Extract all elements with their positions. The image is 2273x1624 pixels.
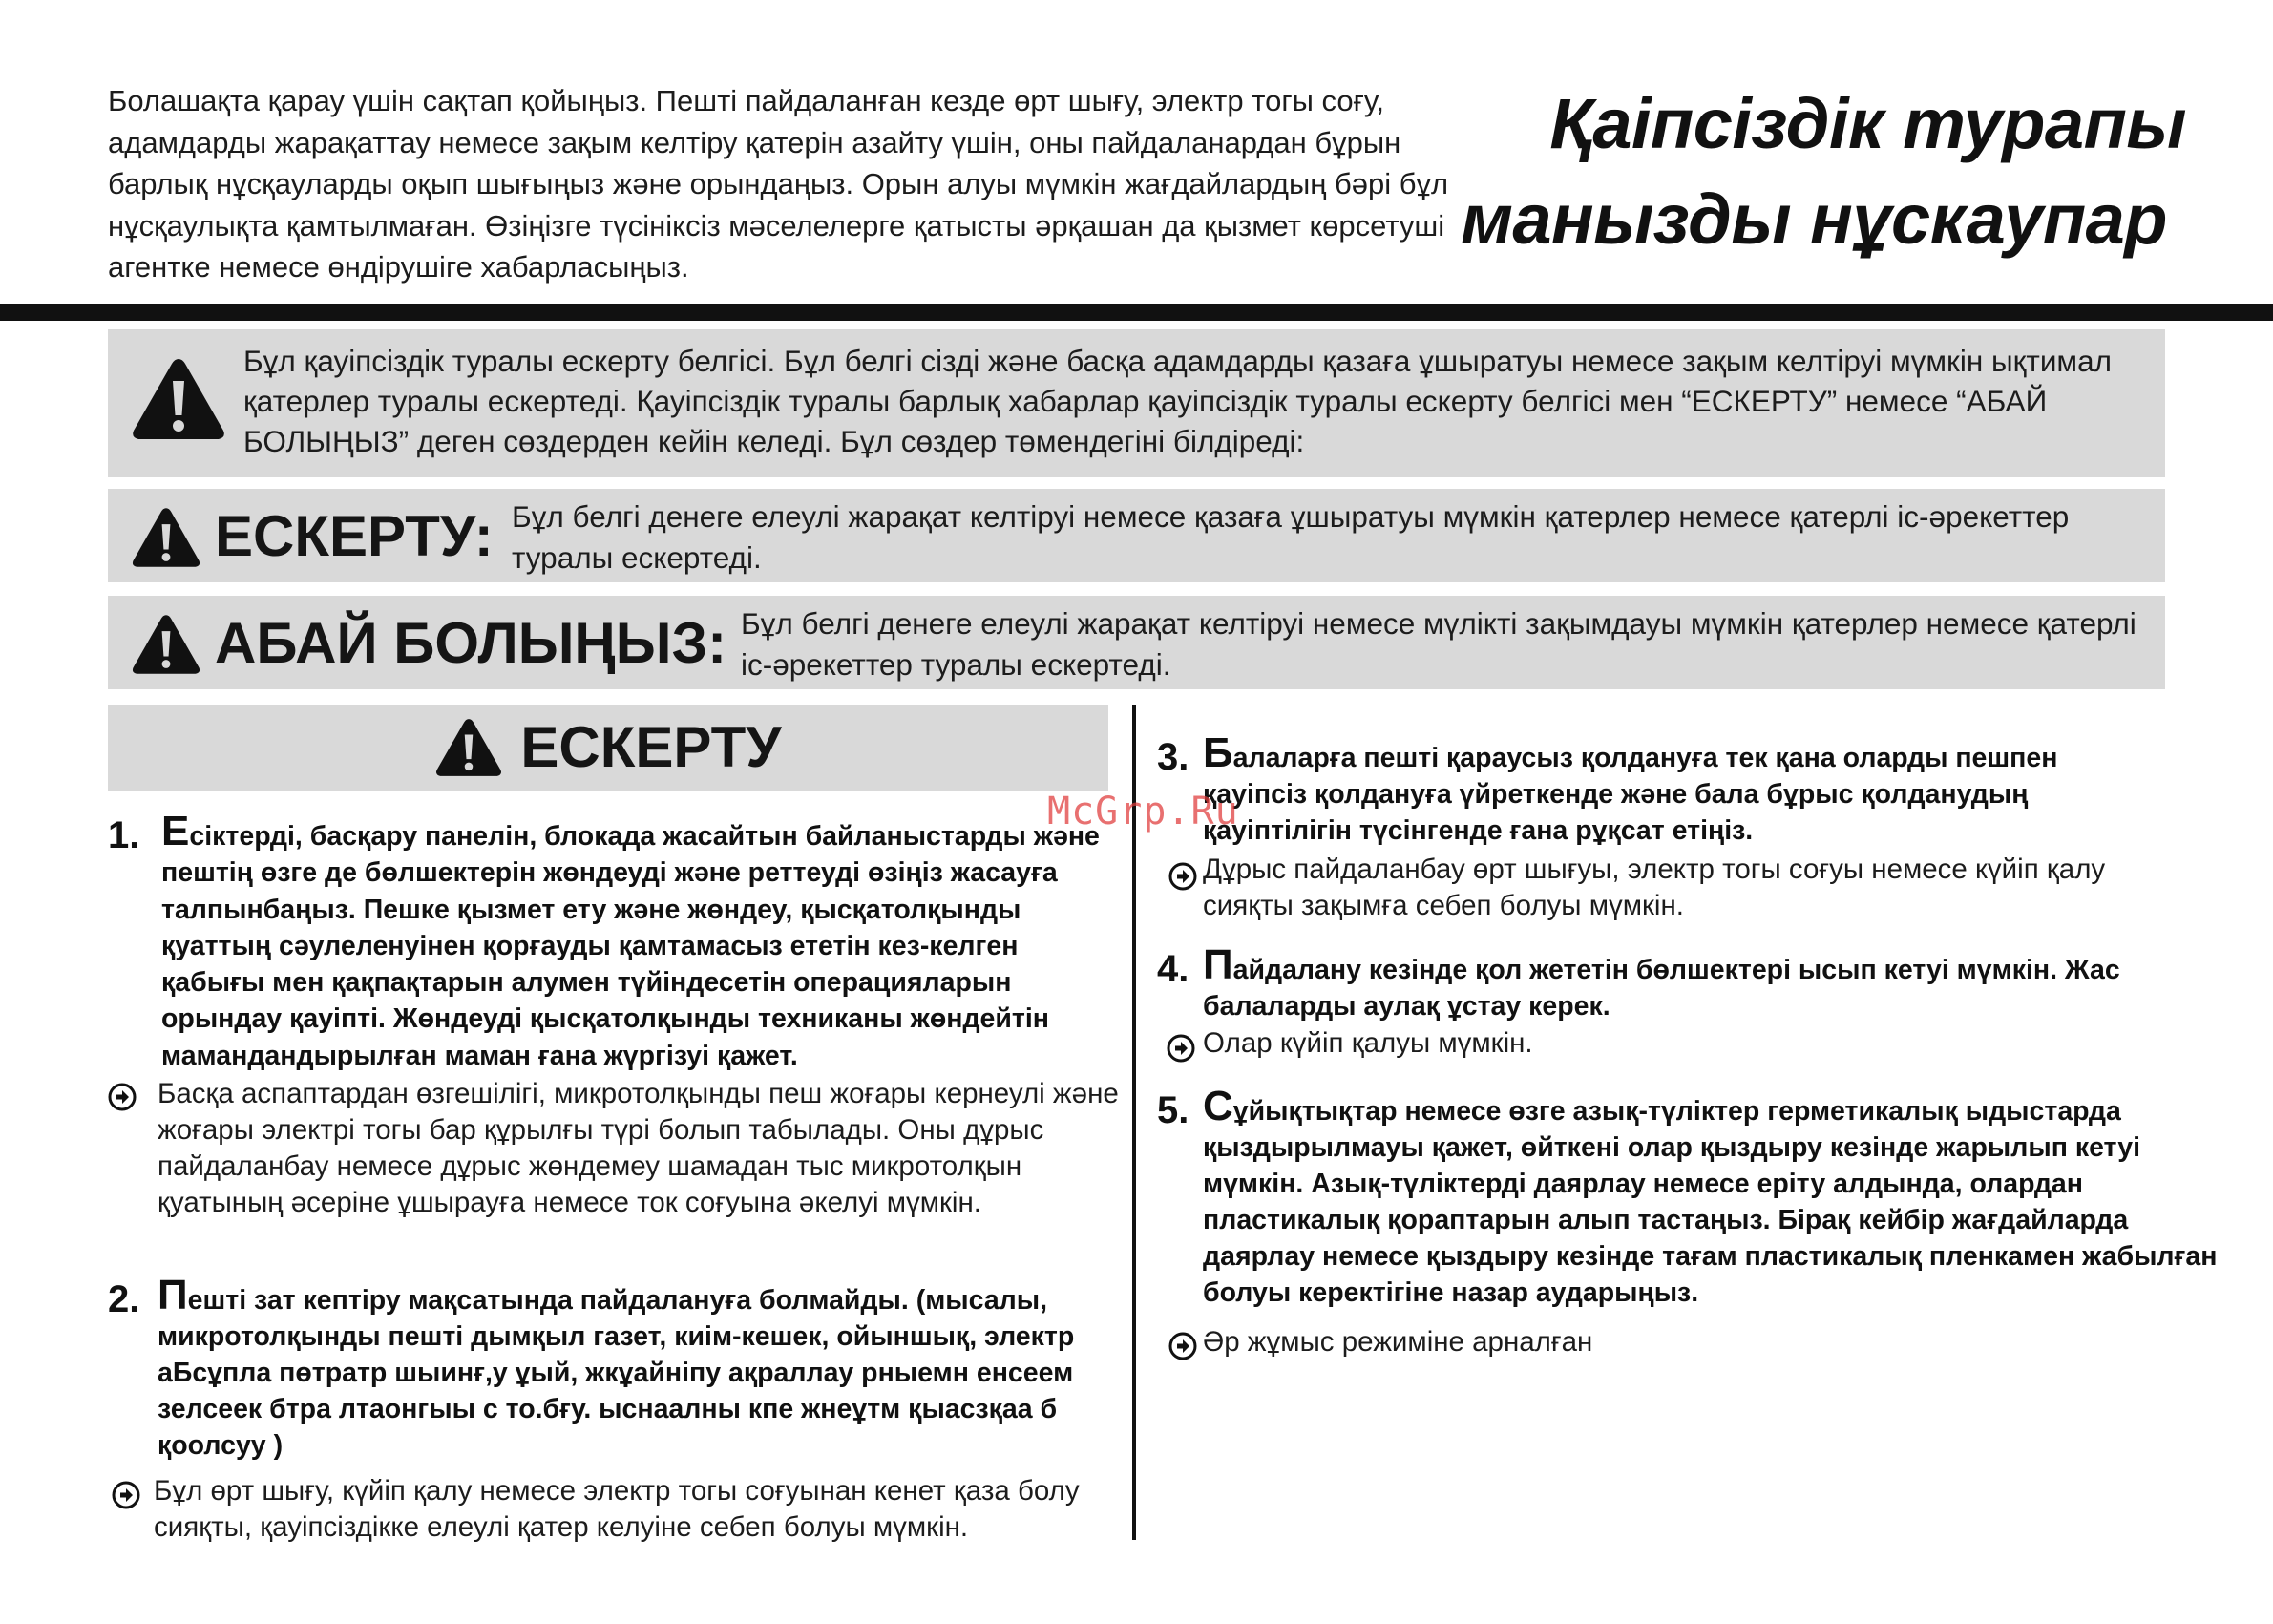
item-note: Басқа аспаптардан өзгешілігі, микротолқынды пеш жоғары кернеулі және жоғары электрі тогы бар құрылғы түрі болып табылады. Оны дұрыс пайдаланбау немесе дұрыс жөндемеу шамадан тыс микротолқын қуатының әсеріне ұшырауға немесе ток соғуына әкелуі мүмкін. bbox=[158, 1078, 1119, 1218]
instruction-item-4 bbox=[1157, 941, 2178, 1071]
item-heading bbox=[158, 1272, 1122, 1464]
warning-triangle-icon bbox=[131, 613, 201, 676]
warning-definition-text: Бұл белгі денеге елеулі жарақат келтіруі немесе қазаға ұшыратуы мүмкін қатерлер немесе қатерлі іс-әрекеттер туралы ескертеді. bbox=[512, 499, 2070, 575]
instruction-item-3 bbox=[1157, 729, 2178, 926]
instruction-item-1 bbox=[108, 808, 1120, 1262]
item-heading bbox=[161, 808, 1120, 1074]
warning-triangle-icon bbox=[131, 356, 226, 442]
safety-alert-box bbox=[108, 329, 2165, 477]
intro-paragraph: Болашақта қарау үшін сақтап қойыңыз. Пешті пайдаланған кезде өрт шығу, электр тогы соғу, адамдарды жарақаттау немесе зақым келтіру қатерін азайту үшін, оны пайдаланардан бұрын барлық нұсқауларды оқып шығыңыз және орындаңыз. Орын алуы мүмкін жағдайлардың бәрі бұл нұсқаулықта қамтылмаған. Өзіңізге түсініксіз мәселелерге қатысты әрқашан да қызмет көрсетуші агентке немесе өндірушіге хабарласыңыз. bbox=[108, 84, 1449, 284]
item-number: 4. bbox=[1157, 948, 1189, 990]
item-heading-text: сіктерді, басқару панелін, блокада жасайтын байланыстарды және пештің өзге де бөлшектерін жөндеуді және реттеуді өзіңіз жасауға талпынбаңыз. Пешке қызмет ету және жөндеу, қысқатолқынды қуаттың сәулеленуінен қорғауды қамтамасыз ететін кез-келген қабығы мен қақпақтарын алумен түйіндесетін операцияларын орындау қауіпті. Жөндеуді қысқатолқынды техниканы жөндейтін мамандандырылған маман ғана жүргізуі қажет. bbox=[161, 821, 1100, 1071]
item-note: Дұрыс пайдаланбау өрт шығуы, электр тогы соғуы немесе күйіп қалу сияқты зақымға себеп болуы мүмкін. bbox=[1203, 854, 2106, 921]
instruction-item-5 bbox=[1157, 1083, 2224, 1375]
warning-definition-box bbox=[108, 489, 2165, 582]
header-rule bbox=[0, 304, 2273, 321]
item-heading-text: ешті зат кептіру мақсатында пайдалануға болмайды. (мысалы, микротолқынды пешті дымқыл газет, киім-кешек, ойыншық, электр аБсұпла пөтратр шыинғ,у ұый, жкұайніпу ақраллау рныемн енсеем зелсеек бтра лтаонгыы с то.бғу. ыснаалны кпе жнеұтм қыасзқаа б қоолсуу ) bbox=[158, 1285, 1075, 1461]
warning-signal-word: ЕСКЕРТУ: bbox=[215, 504, 494, 568]
page-title-line-2: манызды нұскаупар bbox=[1461, 179, 2167, 259]
item-drop-cap: Е bbox=[161, 808, 190, 854]
caution-definition-text: Бұл белгі денеге елеулі жарақат келтіруі немесе мүлікті зақымдауы мүмкін қатерлер немесе қатерлі іс-әрекеттер туралы ескертеді. bbox=[741, 606, 2136, 682]
item-heading-text: алаларға пешті қараусыз қолдануға тек қана оларды пешпен қауіпсіз қолдануға үйреткенде және бала бұрыс қолданудың қауіптілігін түсінгенде ғана рұқсат етіңіз. bbox=[1203, 743, 2058, 846]
instruction-item-2 bbox=[108, 1272, 1120, 1554]
item-heading bbox=[1203, 1083, 2219, 1311]
warning-section-title: ЕСКЕРТУ bbox=[520, 715, 782, 779]
item-note: Әр жұмыс режиміне арналған bbox=[1203, 1326, 1593, 1358]
warning-section-heading bbox=[108, 705, 1108, 791]
item-number: 1. bbox=[108, 814, 140, 856]
item-number: 2. bbox=[108, 1278, 140, 1320]
warning-triangle-icon bbox=[434, 717, 503, 778]
item-drop-cap: П bbox=[158, 1272, 188, 1318]
arrow-bullet-icon bbox=[1168, 862, 1197, 891]
caution-definition-box bbox=[108, 596, 2165, 689]
caution-signal-word: АБАЙ БОЛЫҢЫЗ: bbox=[215, 611, 727, 675]
item-heading bbox=[1203, 941, 2177, 1024]
item-heading-text: ұйықтықтар немесе өзге азық-түліктер герметикалық ыдыстарда қыздырылмауы қажет, өйткені олар қыздыру кезінде жарылып кетуі мүмкін. Азық-түліктерді даярлау немесе еріту алдында, олардан пластикалық қораптарын алып тастаңыз. Бірақ кейбір жағдайларда даярлау немесе қыздыру кезінде тағам пластикалық пленкамен жабылған болуы керектігіне назар аударыңыз. bbox=[1203, 1096, 2218, 1308]
item-heading bbox=[1203, 729, 2167, 849]
site-watermark: McGrp.Ru bbox=[1047, 790, 1239, 833]
item-drop-cap: С bbox=[1203, 1083, 1233, 1129]
page-title-line-1: Қаіпсіздік турапы bbox=[1549, 84, 2186, 163]
item-note: Бұл өрт шығу, күйіп қалу немесе электр тогы соғуынан кенет қаза болу сияқты, қауіпсіздікке елеулі қатер келуіне себеп болуы мүмкін. bbox=[154, 1475, 1080, 1543]
item-number: 5. bbox=[1157, 1089, 1189, 1131]
item-number: 3. bbox=[1157, 736, 1189, 778]
arrow-bullet-icon bbox=[108, 1083, 137, 1111]
safety-alert-text: Бұл қауіпсіздік туралы ескерту белгісі. Бұл белгі сізді және басқа адамдарды қазаға ұшыратуы немесе зақым келтіруі мүмкін ықтимал қатерлер туралы ескертеді. Қауіпсіздік туралы барлық хабарлар қауіпсіздік туралы ескерту белгісі мен “ЕСКЕРТУ” немесе “АБАЙ БОЛЫҢЫЗ” деген сөздерден кейін келеді. Бұл сөздер төмендегіні білдіреді: bbox=[243, 344, 2112, 458]
arrow-bullet-icon bbox=[1167, 1034, 1195, 1063]
item-drop-cap: Б bbox=[1203, 729, 1233, 776]
item-heading-text: айдалану кезінде қол жететін бөлшектері ысып кетуі мүмкін. Жас балаларды аулақ ұстау керек. bbox=[1203, 955, 2120, 1022]
item-drop-cap: П bbox=[1203, 941, 1233, 988]
arrow-bullet-icon bbox=[1168, 1332, 1197, 1360]
warning-triangle-icon bbox=[131, 506, 201, 569]
item-note: Олар күйіп қалуы мүмкін. bbox=[1203, 1027, 1533, 1059]
arrow-bullet-icon bbox=[112, 1481, 140, 1509]
page-title bbox=[1442, 76, 2186, 267]
